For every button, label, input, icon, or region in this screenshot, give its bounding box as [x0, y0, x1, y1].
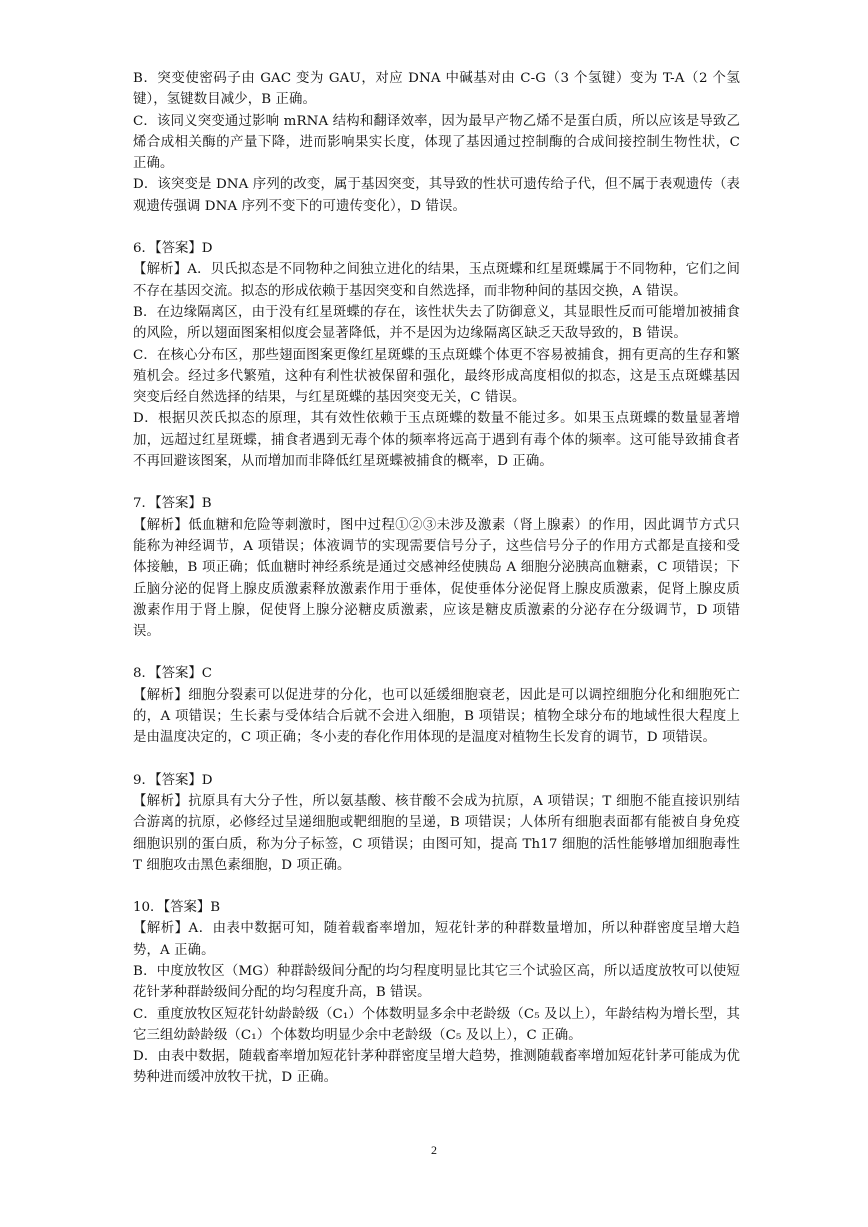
analysis-paragraph: 【解析】细胞分裂素可以促进芽的分化，也可以延缓细胞衰老，因此是可以调控细胞分化和细胞死亡的，A 项错误；生长素与受体结合后就不会进入细胞，B 项错误；植物全球分布的地域性很大程度上是由温度决定的，C 项正确；冬小麦的春化作用体现的是温度对植物生长发育的调节，D 项错误。 — [133, 687, 740, 746]
answer-heading: 9．【答案】D — [133, 772, 213, 788]
intro-paragraph: D．该突变是 DNA 序列的改变，属于基因突变，其导致的性状可遗传给子代，但不属于表观遗传（表观遗传强调 DNA 序列不变下的可遗传变化），D 错误。 — [133, 177, 740, 214]
analysis-paragraph: 【解析】A．由表中数据可知，随着载畜率增加，短花针茅的种群数量增加，所以种群密度呈增大趋势，A 正确。 — [133, 921, 740, 958]
question-10 — [133, 897, 740, 1089]
analysis-paragraph: D．由表中数据，随载畜率增加短花针茅种群密度呈增大趋势，推测随载畜率增加短花针茅可能成为优势种进而缓冲放牧干扰，D 正确。 — [133, 1049, 740, 1086]
analysis-paragraph: 【解析】抗原具有大分子性，所以氨基酸、核苷酸不会成为抗原，A 项错误；T 细胞不能直接识别结合游离的抗原，必修经过呈递细胞或靶细胞的呈递，B 项错误；人体所有细胞表面都有能被自身免疫细胞识别的蛋白质，称为分子标签，C 项错误；由图可知，提高 Th17 细胞的活性能够增加细胞毒性 T 细胞攻击黑色素细胞，D 项正确。 — [133, 793, 740, 873]
analysis-paragraph: B．中度放牧区（MG）种群龄级间分配的均匀程度明显比其它三个试验区高，所以适度放牧可以使短花针茅种群龄级间分配的均匀程度升高，B 错误。 — [133, 963, 740, 1001]
question-7 — [133, 493, 740, 642]
question-8 — [133, 663, 740, 748]
page-number: 2 — [431, 1143, 437, 1157]
question-6 — [133, 238, 740, 472]
answer-heading: 8．【答案】C — [133, 666, 213, 682]
analysis-paragraph: B．在边缘隔离区，由于没有红星斑蝶的存在，该性状失去了防御意义，其显眼性反而可能增加被捕食的风险，所以翅面图案相似度会显著降低，并不是因为边缘隔离区缺乏天敌导致的，B 错误。 — [133, 304, 740, 342]
answer-heading: 6．【答案】D — [133, 241, 213, 257]
analysis-paragraph: C．在核心分布区，那些翅面图案更像红星斑蝶的玉点斑蝶个体更不容易被捕食，拥有更高的生存和繁殖机会。经过多代繁殖，这种有利性状被保留和强化，最终形成高度相似的拟态，这是玉点斑蝶基因突变后经自然选择的结果，与红星斑蝶的基因突变无关，C 错误。 — [133, 347, 740, 406]
intro-section — [133, 68, 740, 217]
answer-heading: 10．【答案】B — [133, 900, 221, 916]
intro-paragraph: B．突变使密码子由 GAC 变为 GAU，对应 DNA 中碱基对由 C-G（3 个氢键）变为 T-A（2 个氢键），氢键数目减少，B 正确。 — [133, 71, 740, 108]
analysis-paragraph: C．重度放牧区短花针幼龄龄级（C₁）个体数明显多余中老龄级（C₅ 及以上），年龄结构为增长型，其它三组幼龄龄级（C₁）个体数均明显少余中老龄级（C₅ 及以上），C 正确。 — [133, 1006, 740, 1043]
intro-paragraph: C．该同义突变通过影响 mRNA 结构和翻译效率，因为最早产物乙烯不是蛋白质，所以应该是导致乙烯合成相关酶的产量下降，进而影响果实长度，体现了基因通过控制酶的合成间接控制生物性状，C 正确。 — [133, 113, 740, 172]
answer-heading: 7．【答案】B — [133, 496, 212, 512]
analysis-paragraph: D．根据贝茨氏拟态的原理，其有效性依赖于玉点斑蝶的数量不能过多。如果玉点斑蝶的数量显著增加，远超过红星斑蝶，捕食者遇到无毒个体的频率将远高于遇到有毒个体的频率。这可能导致捕食者不再回避该图案，从而增加而非降低红星斑蝶被捕食的概率，D 正确。 — [133, 411, 740, 470]
analysis-paragraph: 【解析】A．贝氏拟态是不同物种之间独立进化的结果，玉点斑蝶和红星斑蝶属于不同物种，它们之间不存在基因交流。拟态的形成依赖于基因突变和自然选择，而非物种间的基因交换，A 错误。 — [133, 262, 740, 299]
analysis-paragraph: 【解析】低血糖和危险等刺激时，图中过程①②③未涉及激素（肾上腺素）的作用，因此调节方式只能称为神经调节，A 项错误；体液调节的实现需要信号分子，这些信号分子的作用方式都是直接和受体接触，B 项正确；低血糖时神经系统是通过交感神经使胰岛 A 细胞分泌胰高血糖素，C 项错误；下丘脑分泌的促肾上腺皮质激素释放激素作用于垂体，促使垂体分泌促肾上腺皮质激素，促肾上腺皮质激素作用于肾上腺，促使肾上腺分泌糖皮质激素，应该是糖皮质激素的分泌存在分级调节，D 项错误。 — [133, 517, 740, 640]
question-9 — [133, 770, 740, 876]
